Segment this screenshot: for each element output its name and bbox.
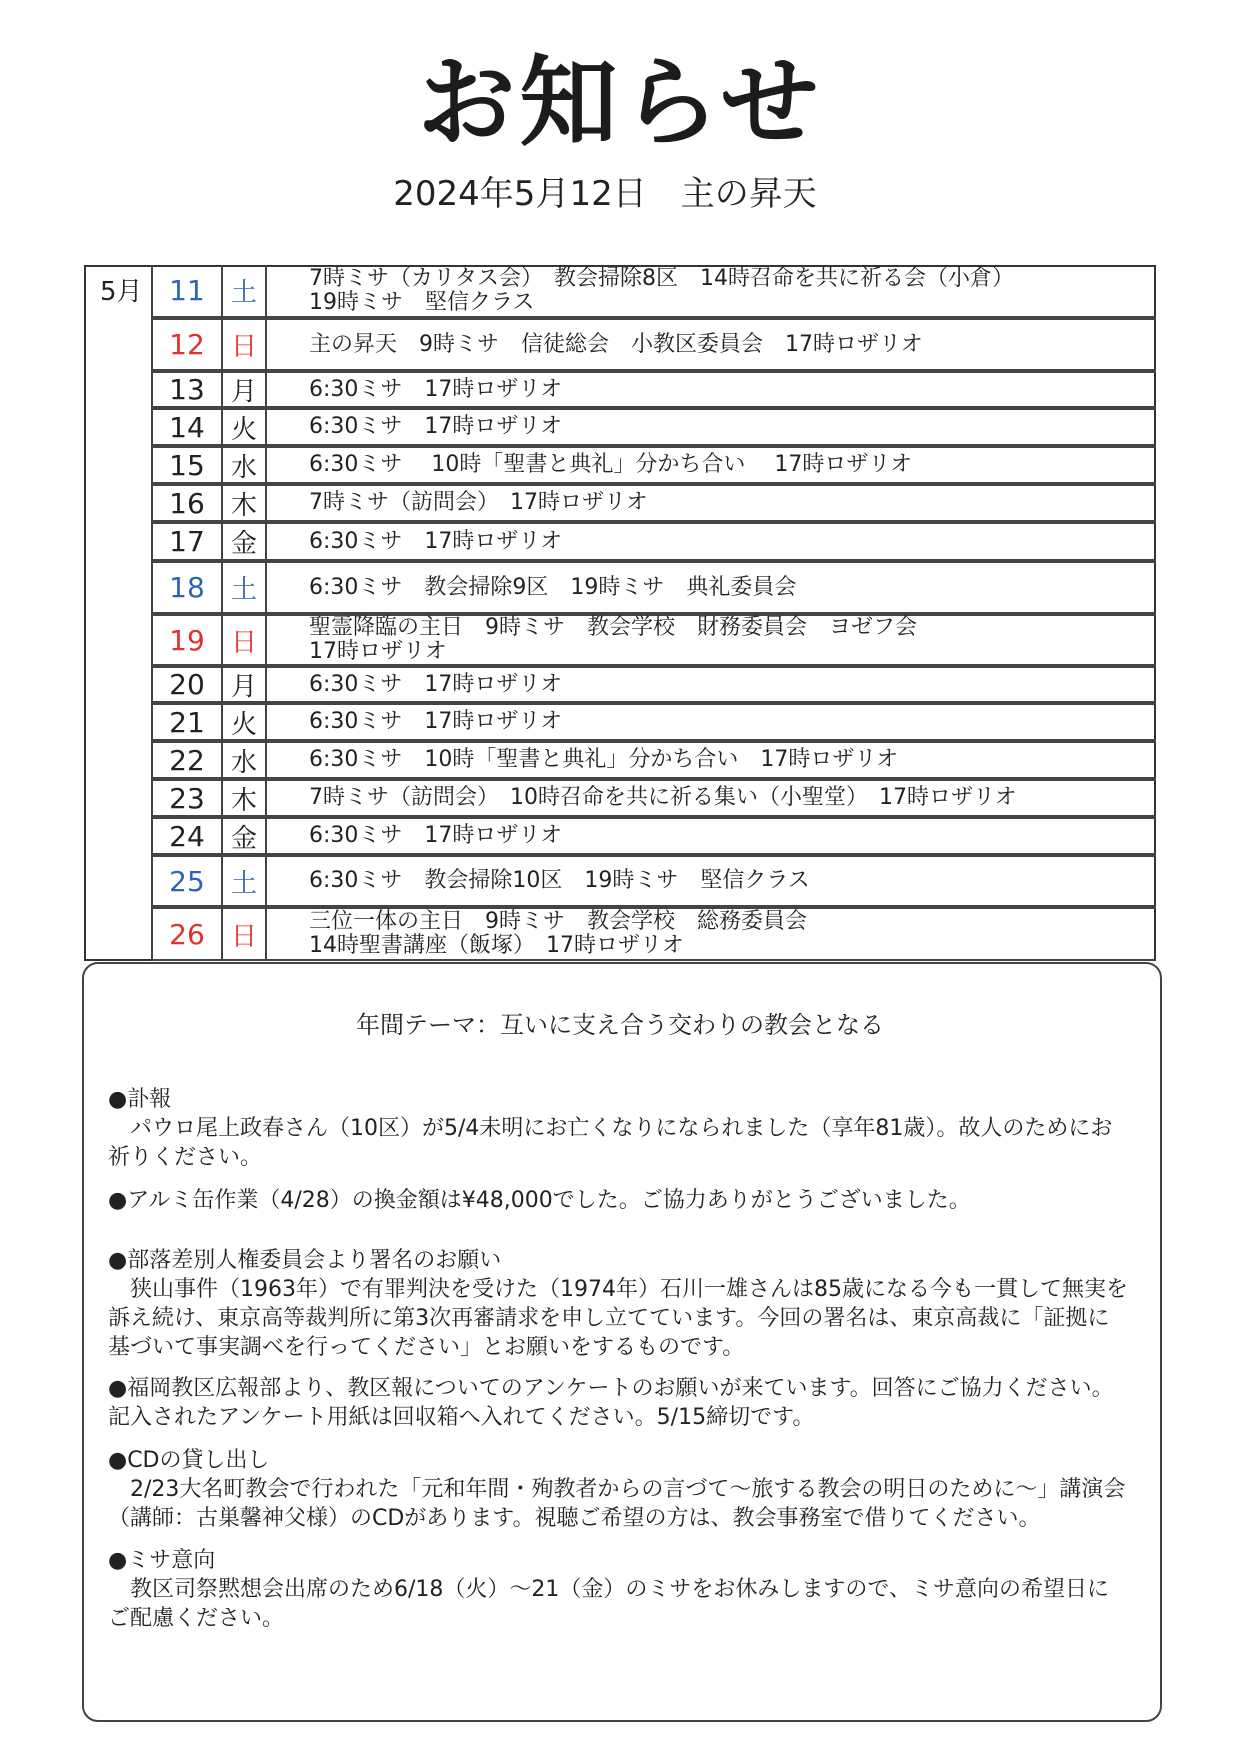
schedule-row [151,265,1156,318]
weekday: 土 [223,265,267,316]
schedule-row [151,703,1156,741]
schedule-row [151,907,1156,961]
weekday: 土 [223,563,267,612]
notice-heading: ●アルミ缶作業（4/28）の換金額は¥48,000でした。ご協力ありがとうございました。 [108,1188,971,1213]
notice-heading: ●訃報 [108,1087,172,1112]
schedule-row [151,318,1156,371]
event-text: 6:30ミサ 17時ロザリオ [309,671,563,697]
weekday: 水 [223,448,267,482]
event-text: 主の昇天 9時ミサ 信徒総会 小教区委員会 17時ロザリオ [309,331,923,357]
weekday: 日 [223,616,267,664]
day-number: 16 [153,486,223,520]
day-number: 19 [153,616,223,664]
schedule-row [151,371,1156,408]
notice-item [108,1446,1128,1533]
schedule-row [151,408,1156,446]
notice-body: 教区司祭黙想会出席のため6/18（火）～21（金）のミサをお休みしますので、ミサ意向の希望日にご配慮ください。 [108,1577,1109,1631]
event-text: 6:30ミサ 教会掃除9区 19時ミサ 典礼委員会 [309,574,797,600]
event-text: 7時ミサ（訪問会） 17時ロザリオ [309,490,648,515]
day-number: 17 [153,524,223,559]
day-number: 14 [153,410,223,444]
event-text: 6:30ミサ 17時ロザリオ [309,709,563,734]
page-subtitle: 2024年5月12日 主の昇天 [393,174,817,214]
day-number: 12 [153,320,223,369]
day-number: 22 [153,743,223,777]
weekday: 水 [223,743,267,777]
event-text: 6:30ミサ 17時ロザリオ [309,414,563,439]
day-number: 18 [153,563,223,612]
event-text: 6:30ミサ 17時ロザリオ [309,376,563,402]
day-number: 20 [153,668,223,701]
weekday: 日 [223,320,267,369]
page-title: お知らせ [417,46,823,160]
event-text: 6:30ミサ 17時ロザリオ [309,528,563,554]
weekday: 金 [223,524,267,559]
day-number: 23 [153,781,223,815]
event-text: 6:30ミサ 10時「聖書と典礼」分かち合い 17時ロザリオ [309,747,899,772]
day-number: 24 [153,819,223,853]
notice-heading: ●部落差別人権委員会より署名のお願い [108,1248,502,1273]
weekday: 木 [223,781,267,815]
event-text: 6:30ミサ 10時「聖書と典礼」分かち合い 17時ロザリオ [309,452,913,477]
weekday: 月 [223,373,267,406]
annual-theme: 年間テーマ：互いに支え合う交わりの教会となる [356,1011,884,1039]
event-text: 三位一体の主日 9時ミサ 教会学校 総務委員会 14時聖書講座（飯塚） 17時ロザリオ [309,909,807,958]
weekday: 月 [223,668,267,701]
day-number: 25 [153,857,223,905]
event-text: 聖霊降臨の主日 9時ミサ 教会学校 財務委員会 ヨゼフ会 17時ロザリオ [309,615,917,664]
weekday: 日 [223,909,267,959]
weekday: 火 [223,410,267,444]
notice-body: パウロ尾上政春さん（10区）が5/4未明にお亡くなりになられました（享年81歳）。故人のためにお祈りください。 [108,1116,1113,1170]
notice-item [108,1186,1128,1215]
notice-heading: ●福岡教区広報部より、教区報についてのアンケートのお願いが来ています。回答にご協力ください。記入されたアンケート用紙は回収箱へ入れてください。5/15締切です。 [108,1376,1114,1430]
schedule-row [151,561,1156,614]
event-text: 6:30ミサ 教会掃除10区 19時ミサ 堅信クラス [309,868,810,893]
day-number: 11 [153,265,223,316]
schedule-row [151,614,1156,666]
month-label: 5月 [100,277,143,307]
schedule-row [151,855,1156,907]
notice-body: 狭山事件（1963年）で有罪判決を受けた（1974年）石川一雄さんは85歳になる今も一貫して無実を訴え続け、東京高等裁判所に第3次再審請求を申し立てています。今回の署名は、東京高裁に「証拠に基づいて事実調べを行ってください」とお願いをするものです。 [108,1277,1128,1360]
weekday: 金 [223,819,267,853]
schedule-row [151,522,1156,561]
schedule-row [151,741,1156,779]
notice-item [108,1085,1128,1172]
notice-item [108,1246,1128,1362]
notice-body: 2/23大名町教会で行われた「元和年間・殉教者からの言づて～旅する教会の明日のために～」講演会（講師：古巣馨神父様）のCDがあります。視聴ご希望の方は、教会事務室で借りてください。 [108,1477,1126,1531]
weekday: 木 [223,486,267,520]
notice-heading: ●CDの貸し出し [108,1448,270,1473]
schedule-row [151,817,1156,855]
weekday: 土 [223,857,267,905]
day-number: 13 [153,373,223,406]
notice-item [108,1546,1128,1633]
event-text: 7時ミサ（訪問会） 10時召命を共に祈る集い（小聖堂） 17時ロザリオ [309,785,1017,810]
day-number: 15 [153,448,223,482]
schedule-row [151,779,1156,817]
notice-item [108,1374,1128,1432]
weekday: 火 [223,705,267,739]
event-text: 7時ミサ（カリタス会） 教会掃除8区 14時召命を共に祈る会（小倉） 19時ミサ 堅信クラス [309,265,1014,315]
schedule-row [151,666,1156,703]
day-number: 21 [153,705,223,739]
day-number: 26 [153,909,223,959]
event-text: 6:30ミサ 17時ロザリオ [309,823,563,848]
notice-heading: ●ミサ意向 [108,1548,216,1573]
schedule-row [151,446,1156,484]
schedule-row [151,484,1156,522]
